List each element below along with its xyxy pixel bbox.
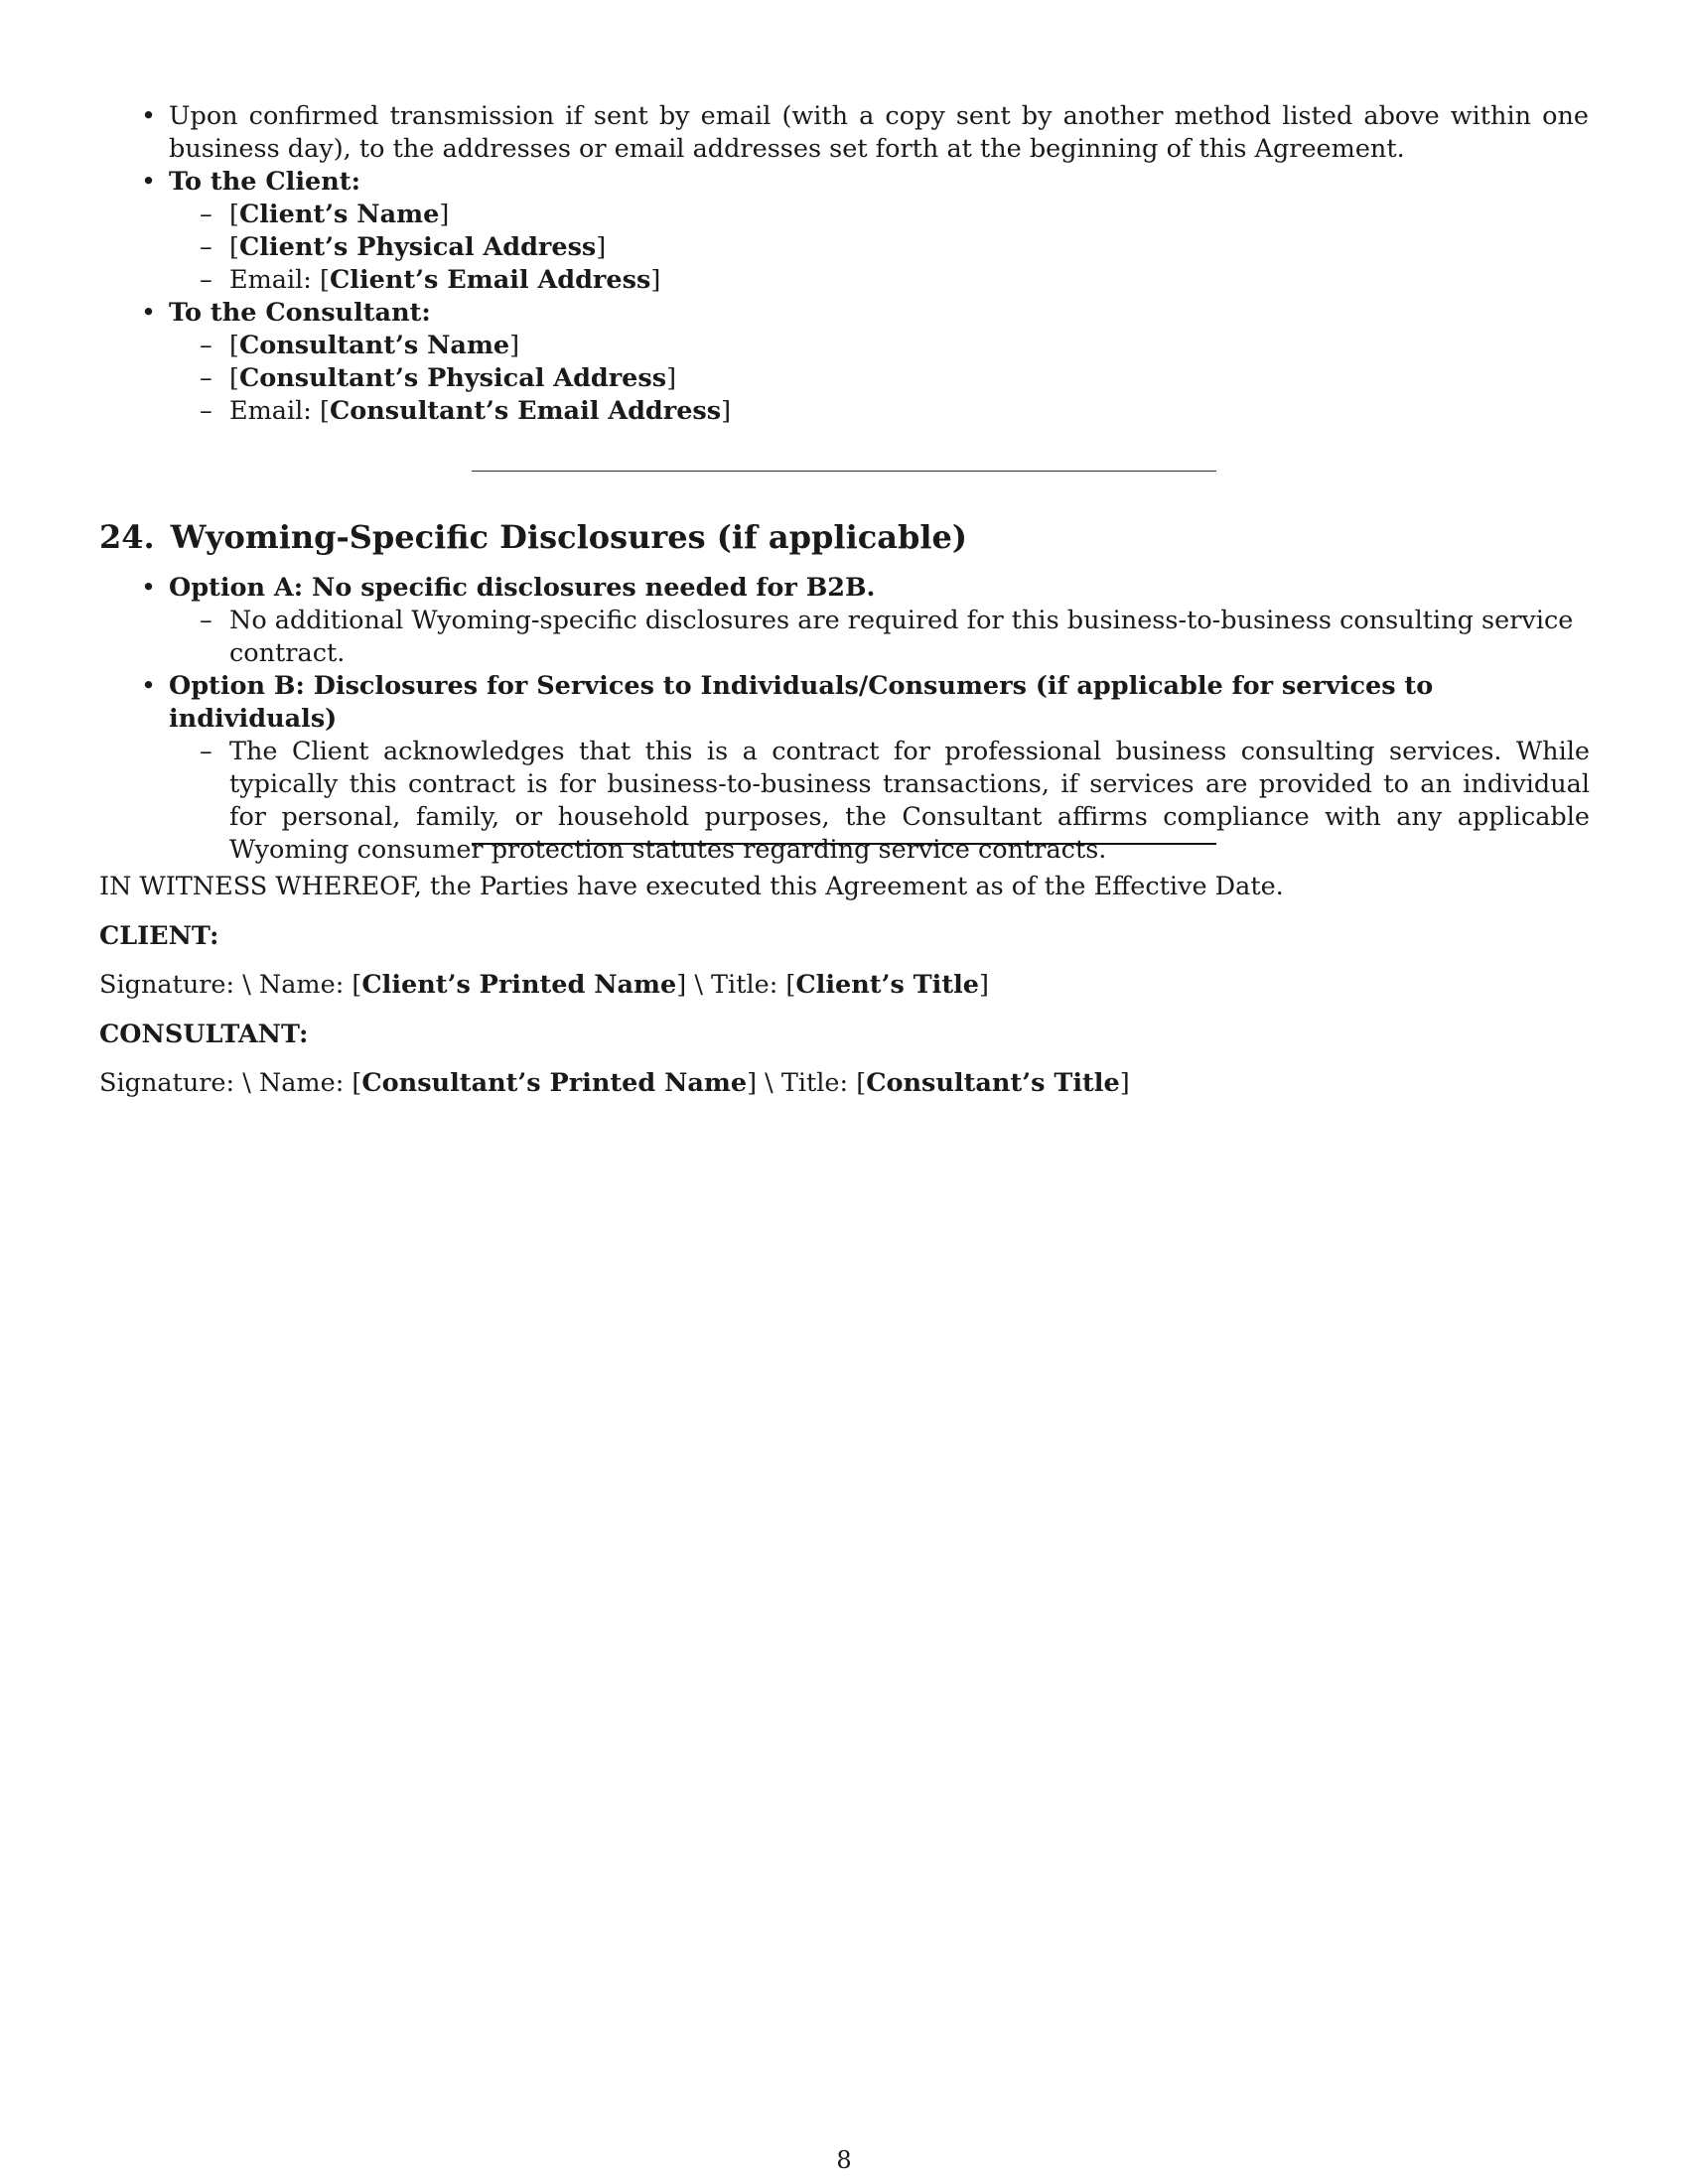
client-contact-list [169,199,1589,297]
consultant-printed-name: Consultant’s Printed Name [361,1068,748,1098]
disclosure-options-list [99,572,1590,867]
consultant-name-placeholder: – [Consultant’s Name] [229,330,1589,362]
to-consultant-item [169,297,1589,428]
consultant-label: CONSULTANT: [99,1020,309,1049]
email-notice-item: • Upon confirmed transmission if sent by email (with a copy sent by another method listed above within one business day), to the addresses or email addresses set forth at the beginning of this Agreement. [169,100,1589,166]
client-email-placeholder: – Email: [Client’s Email Address] [229,264,1589,297]
witness-statement: IN WITNESS WHEREOF, the Parties have executed this Agreement as of the Effective Date. [99,872,1284,901]
client-address-placeholder: – [Client’s Physical Address] [229,231,1589,264]
client-signature-line: Signature: \ Name: [Client’s Printed Name] \ Title: [Client’s Title] [99,970,989,1000]
notice-list [99,100,1589,428]
client-label: CLIENT: [99,921,219,951]
client-printed-name: Client’s Printed Name [361,970,677,1000]
option-b-heading: Option B: Disclosures for Services to Individuals/Consumers (if applicable for services to individuals) [169,671,1434,734]
section-divider [472,471,1216,472]
option-b-item [169,670,1590,867]
consultant-title: Consultant’s Title [866,1068,1120,1098]
signature-divider [472,843,1216,845]
option-a-text: – No additional Wyoming-specific disclosures are required for this business-to-business consulting service contract. [229,605,1590,670]
option-b-text: – The Client acknowledges that this is a contract for professional business consulting services. While typically this contract is for business-to-business transactions, if services are provided to an individual for personal, family, or household purposes, the Consultant affirms compliance with any applicable Wyoming consumer protection statutes regarding service contracts. [229,736,1590,867]
option-a-heading: Option A: No specific disclosures needed for B2B. [169,573,876,603]
section-24-title: 24. Wyoming-Specific Disclosures (if applicable) [99,518,967,556]
to-client-heading: To the Client: [169,167,360,197]
document-page [99,0,1589,2184]
consultant-contact-list [169,330,1589,428]
to-client-item [169,166,1589,297]
to-consultant-heading: To the Consultant: [169,298,431,328]
consultant-signature-line: Signature: \ Name: [Consultant’s Printed Name] \ Title: [Consultant’s Title] [99,1068,1130,1098]
consultant-address-placeholder: – [Consultant’s Physical Address] [229,362,1589,395]
consultant-email-placeholder: – Email: [Consultant’s Email Address] [229,395,1589,428]
option-a-item [169,572,1590,670]
client-title: Client’s Title [795,970,980,1000]
page-number: 8 [836,2146,852,2174]
section-24-body [99,572,1590,867]
client-name-placeholder: – [Client’s Name] [229,199,1589,231]
